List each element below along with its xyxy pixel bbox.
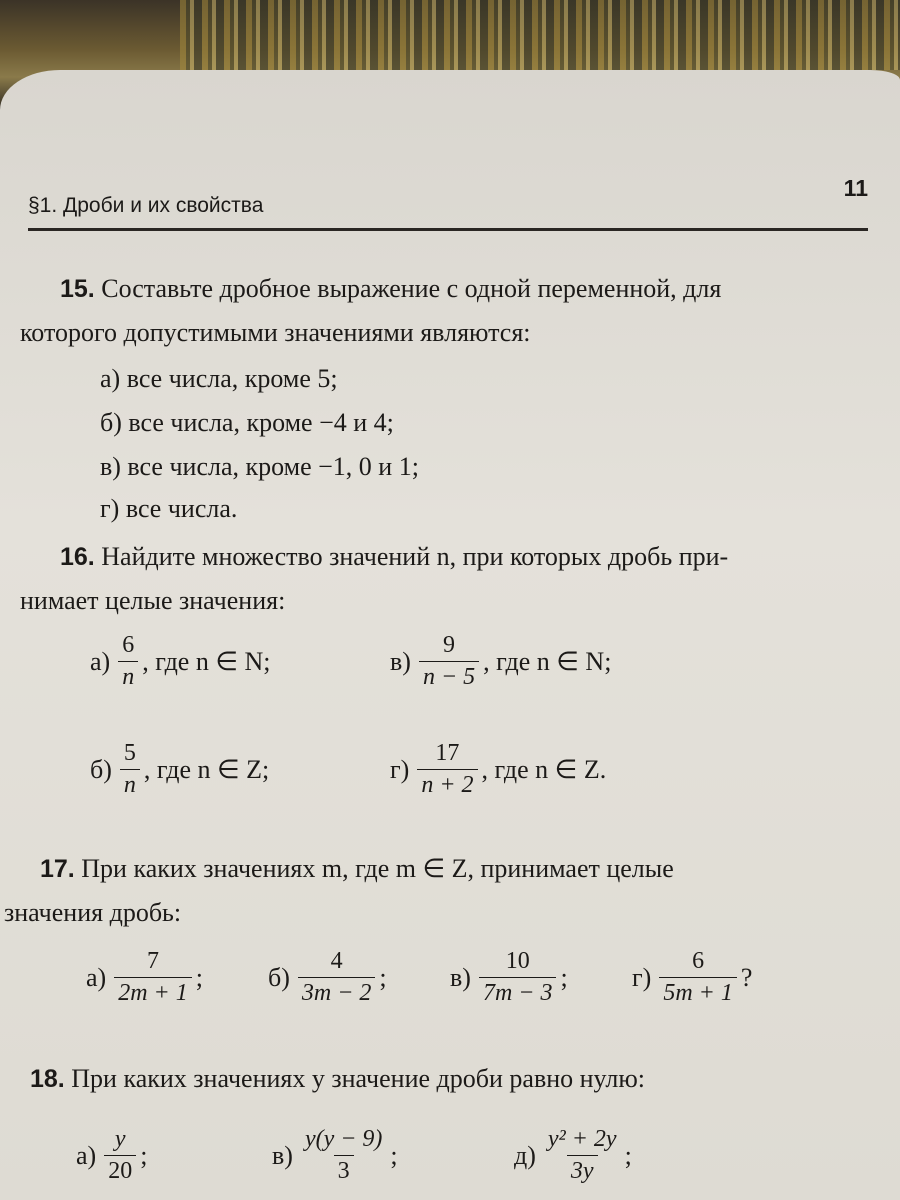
option-label: а) (90, 646, 111, 676)
denominator: 3y (567, 1155, 598, 1185)
condition: , где n ∈ Z. (481, 754, 607, 784)
problem-17-line1 (40, 856, 674, 882)
problem-15-line1 (60, 276, 721, 302)
problem-16-line2: нимает целые значения: (20, 586, 286, 615)
numerator: y (114, 1126, 126, 1152)
problem-18-option-v (272, 1126, 398, 1185)
condition: , где n ∈ Z; (143, 754, 270, 784)
page-number: 11 (843, 175, 868, 201)
problem-18-number: 18. (30, 1065, 65, 1093)
problem-18-text1: При каких значениях y значение дроби равно нулю: (71, 1064, 646, 1093)
denominator: 7m − 3 (479, 977, 557, 1007)
separator: ; (195, 962, 203, 992)
problem-18-option-d (514, 1126, 632, 1185)
denominator: n − 5 (419, 661, 479, 691)
denominator: 2m + 1 (114, 977, 192, 1007)
fraction (118, 632, 138, 691)
fraction (544, 1126, 621, 1185)
separator: ; (624, 1140, 632, 1170)
problem-17-number: 17. (40, 855, 75, 883)
numerator: 4 (330, 948, 343, 974)
problem-17-line2: значения дробь: (4, 898, 182, 927)
condition: , где n ∈ N; (483, 646, 612, 676)
problem-18-option-a (76, 1126, 147, 1185)
problem-15-text1: Составьте дробное выражение с одной переменной, для (101, 274, 722, 303)
fraction (301, 1126, 386, 1185)
numerator: 10 (505, 948, 530, 974)
fraction (419, 632, 479, 691)
fraction (659, 948, 737, 1007)
option-label: б) (90, 754, 112, 784)
numerator: 6 (122, 632, 135, 658)
problem-16-option-b (90, 740, 269, 799)
numerator: 6 (692, 948, 705, 974)
option-label: а) (76, 1140, 97, 1170)
option-label: а) (86, 962, 107, 992)
option-label: г) (390, 754, 410, 784)
option-label: г) (632, 962, 652, 992)
numerator: 17 (435, 740, 460, 766)
denominator: 5m + 1 (659, 977, 737, 1007)
option-label: в) (390, 646, 411, 676)
problem-15-number: 15. (60, 275, 95, 303)
denominator: 3 (334, 1155, 354, 1185)
problem-18-line1 (30, 1066, 645, 1092)
numerator: y(y − 9) (304, 1126, 383, 1152)
fraction (104, 1126, 136, 1185)
problem-17-option-b (268, 948, 387, 1007)
separator: ; (390, 1140, 398, 1170)
separator: ; (379, 962, 387, 992)
page-header (28, 175, 868, 231)
book-spines-background (180, 0, 900, 70)
problem-16-option-g (390, 740, 606, 799)
denominator: 20 (104, 1155, 136, 1185)
condition: , где n ∈ N; (142, 646, 271, 676)
problem-16-option-v (390, 632, 611, 691)
numerator: 7 (146, 948, 159, 974)
fraction (298, 948, 376, 1007)
section-title: §1. Дроби и их свойства (28, 194, 264, 217)
separator: ; (140, 1140, 148, 1170)
separator: ; (560, 962, 568, 992)
separator: ? (740, 962, 753, 992)
fraction (417, 740, 477, 799)
problem-15-option-g: г) все числа. (100, 494, 238, 523)
numerator: y² + 2y (547, 1126, 617, 1152)
option-label: д) (514, 1140, 536, 1170)
problem-15-line2: которого допустимыми значениями являются: (20, 318, 531, 347)
problem-16-text1: Найдите множество значений n, при которых дробь при- (101, 542, 729, 571)
problem-17-option-a (86, 948, 203, 1007)
denominator: n (120, 769, 140, 799)
denominator: 3m − 2 (298, 977, 376, 1007)
problem-17-text1: При каких значениях m, где m ∈ Z, принимает целые (81, 854, 674, 883)
problem-15-option-a: а) все числа, кроме 5; (100, 364, 338, 393)
option-label: б) (268, 962, 290, 992)
fraction (114, 948, 192, 1007)
option-label: в) (272, 1140, 293, 1170)
numerator: 9 (443, 632, 456, 658)
fraction (479, 948, 557, 1007)
denominator: n + 2 (417, 769, 477, 799)
problem-17-option-v (450, 948, 568, 1007)
problem-15-option-v: в) все числа, кроме −1, 0 и 1; (100, 452, 419, 481)
numerator: 5 (123, 740, 136, 766)
fraction (120, 740, 140, 799)
problem-15-option-b: б) все числа, кроме −4 и 4; (100, 408, 394, 437)
problem-16-line1 (60, 544, 728, 570)
denominator: n (118, 661, 138, 691)
problem-16-option-a (90, 632, 271, 691)
problem-16-number: 16. (60, 543, 95, 571)
problem-17-option-g (632, 948, 752, 1007)
option-label: в) (450, 962, 471, 992)
